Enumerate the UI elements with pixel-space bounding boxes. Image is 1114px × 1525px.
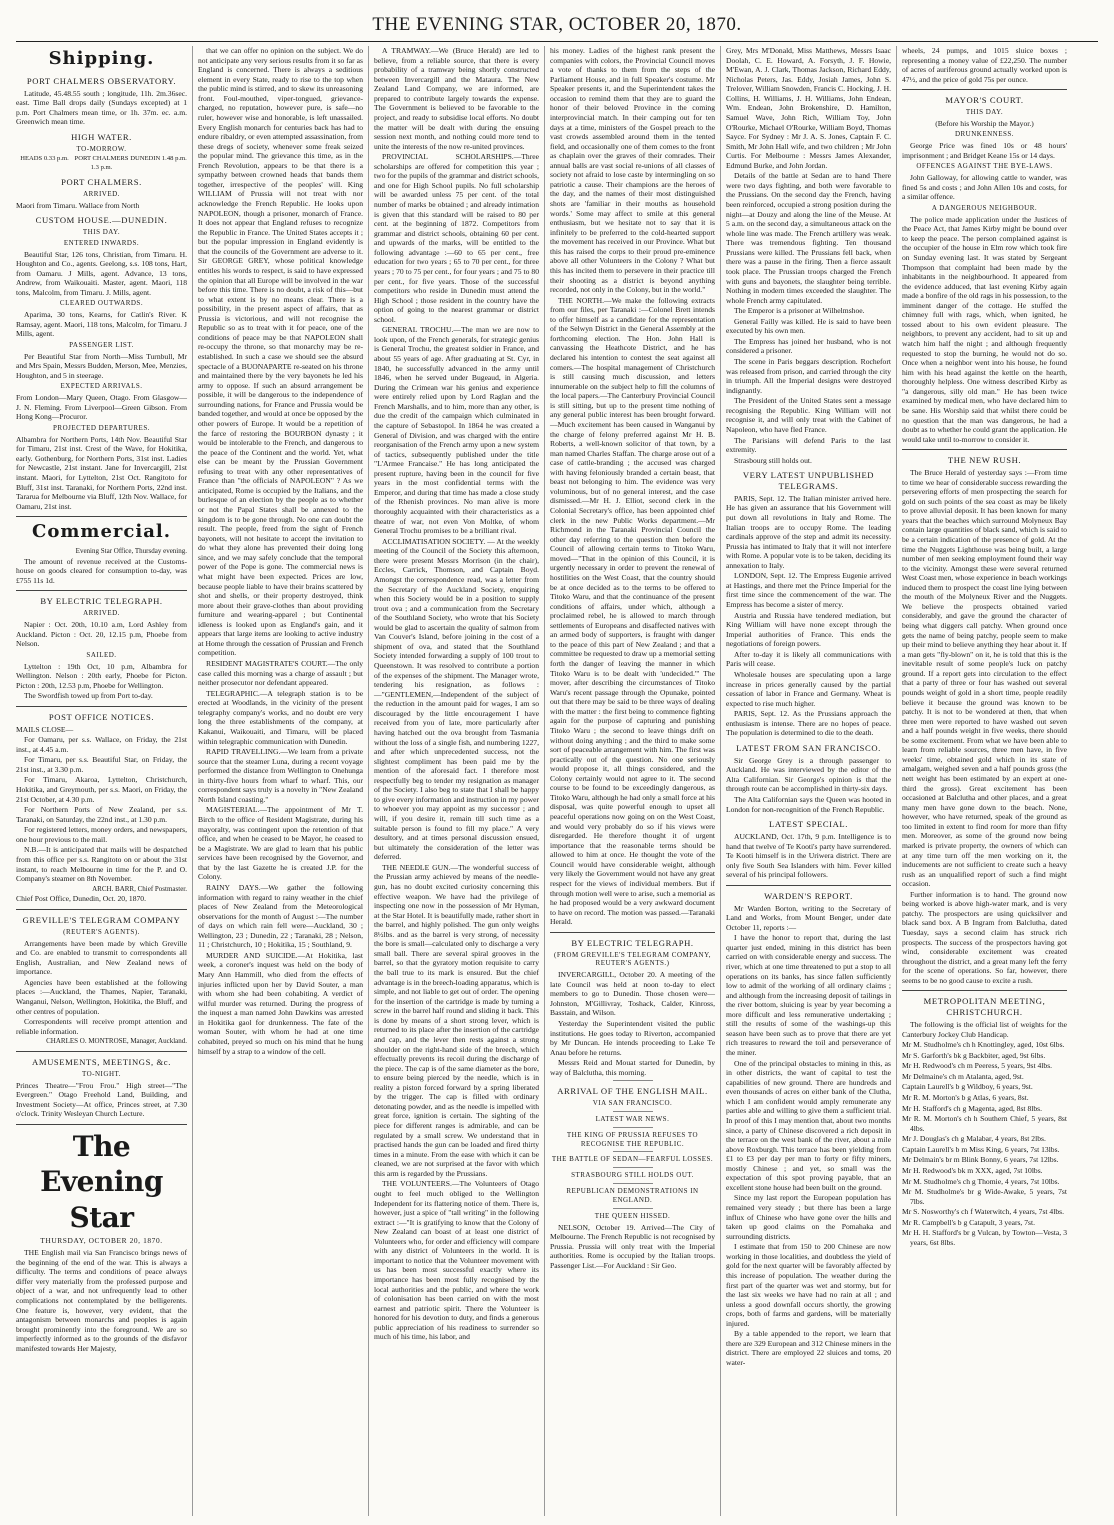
arrived-text: Maori from Timaru. Wallace from North: [16, 200, 140, 210]
weight-entry: Mr R. Campbell's b g Catapult, 3 years, 7st.: [902, 1217, 1035, 1227]
paris-scene-item: The scene in Paris beggars description. Rochefort was released from prison, and carried through the city in triumph. All the Imperial designs were destroyed indignantly.: [726, 357, 891, 395]
mails-close-label: MAILS CLOSE—: [16, 724, 74, 734]
warden-text-2: One of the principal obstacles to mining in this, as in other districts, the want of capital to test the capabilities of new ground. There are hundreds and even thousands of acres on either bank of the Clutha, which I am confident would amply remunerate any parties able and willing to give them a sufficient trial. In proof of this I may mention that, about two months since, a party of Chinese discovered a rich deposit in the terrace on the west bank of the river, about a mile above Roxburgh. This terrace has been yielding from £1 to £3 per day per man to forty or fifty miners, mostly Chinese ; and yet, so small was the expectation of this spot proving payable, that an excellent stone house had been built on the ground.: [726, 1058, 891, 1192]
emperor-item: The Emperor is a prisoner at Wilhelmshoe.: [734, 306, 865, 316]
tramway-item: A TRAMWAY.—We (Bruce Herald) are led to believe, from a reliable source, that there is every probability of a tramway being shortly constructed between Invercargill and the Mataura. The New Zealand Land Company, we are informed, are prepared to contribute largely towards the expense. The Government is believed to be favorable to the project, and ready to subsidise local efforts. No doubt the matter will be dealt with during the ensuing session next month, and nothing could more tend to unite the interests of the now re-united provinces.: [374, 46, 539, 151]
george-grey-item: Sir George Grey is a through passenger to Auckland. He was interviewed by the editor of the Alta Californian. Sir George's opinion is that the through route can be accomplished in thirty-six days.: [726, 755, 891, 794]
weight-entry: Mr M. Studholme's ch g Thomie, 4 years, 7st 10lbs.: [902, 1176, 1060, 1186]
paris-sept-12-item: PARIS, Sept. 12. The Italian minister arrived here. He has given an assurance that his Government will put down all revolutions in Italy and Rome. The Italian troops are to occupy Rome. The leading cardinals approve of the step and admit its necessity. Prussia has intimated to Italy that it will not interfere with Rome. A popular vote is to be taken, deciding its annexation to Italy.: [726, 493, 891, 570]
weight-entry: Mr Delmain's br m Blink Bonny, 6 years, 7st 12lbs.: [902, 1155, 1059, 1165]
column-2: [192, 46, 368, 1516]
communications-item: After to-day it is likely all communications with Paris will cease.: [726, 649, 891, 669]
sailed-label: SAILED.: [86, 650, 117, 659]
weight-entry: Mr M. Studholme's br g Wide-Awake, 5 years, 7st 7lbs.: [902, 1187, 1067, 1206]
warden-text-4: I estimate that from 150 to 200 Chinese are now working in those localities, and doubtless the yield of gold for the next quarter will be favorably affected by this increase of population. The weather during the first part of the quarter was wet and stormy, but for the last six weeks we have had no rain at all ; and unless a good downfall occurs shortly, the growing crops, both of farms and gardens, will be materially injured.: [726, 1242, 891, 1328]
customs-heading: CUSTOM HOUSE.—DUNEDIN.: [35, 215, 168, 226]
tele-sailed-text: Lyttelton : 19th Oct, 10 p.m, Albambra for Wellington. Nelson : 20th early, Phoebe for Picton. Picton : 20th, 12.53 p.m, Phoebe for Wellington.: [16, 661, 187, 690]
post-text-2: For Timaru, per s.s. Beautiful Star, on Friday, the 21st inst., at 3.30 p.m.: [16, 755, 187, 774]
mediation-item: Austria and Russia have tendered mediation, but King William will have none except through the Imperial authorities of France. This ends the negotiations of foreign powers.: [726, 610, 891, 649]
post-office-heading: POST OFFICE NOTICES.: [48, 711, 155, 722]
warden-continued: wheels, 24 pumps, and 1015 sluice boxes ; representing a money value of £22,250. The number of acres of auriferous ground actually worked upon is 47½, and the price of gold 75s per ounce.: [902, 46, 1067, 84]
post-signature-office: Chief Post Office, Dunedin, Oct. 20, 1870.: [16, 894, 146, 904]
telegraph-heading: BY ELECTRIC TELEGRAPH.: [40, 596, 163, 607]
volunteers-item: THE VOLUNTEERS.—The Volunteers of Otago ought to feel much obliged to the Wellington Independent for its flattering notice of them. There is, however, just a spice of "tall writing" in the following extract :—"It is gratifying to know that the Colony of New Zealand can boast of at least one district of Volunteers who, for order and efficiency will compare with any district of Volunteers in the world. It is important to notice that the Volunteer movement with us has been most successful exactly where its importance has been most fully recognised by the local authorities and the public, and where the work of colonisation has been carried on with the most earnest and patriotic spirit. There the Volunteer is honored for his devotion to duty, and finds a generous public appreciation of his readiness to surrender so much of his time, his labor, and: [374, 1179, 539, 1342]
amusements-heading: AMUSEMENTS, MEETINGS, &c.: [32, 1057, 171, 1068]
post-signature: ARCH. BARR, Chief Postmaster.: [92, 884, 187, 893]
high-water-heading: HIGH WATER.: [71, 131, 132, 142]
drunkenness-text: George Price was fined 10s or 48 hours' imprisonment ; and Bridget Keane 15s or 14 days.: [902, 141, 1067, 160]
divider: [16, 516, 187, 517]
weight-entry: Captain Laurell's b m Miss King, 6 years, 7st 13lbs.: [902, 1144, 1060, 1154]
war-headline-3: STRASBOURG STILL HOLDS OUT.: [571, 1171, 694, 1180]
port-heading: PORT CHALMERS.: [61, 176, 142, 187]
cleared-text: Aparima, 30 tons, Kearns, for Catlin's River. K Ramsay, agent. Maori, 118 tons, Malcolm, for Timaru. J Mills, agent.: [16, 310, 187, 339]
greville-subheading: (REUTER'S AGENTS).: [63, 927, 140, 936]
divider: [613, 1111, 653, 1112]
tonight-label: TO-NIGHT.: [81, 1069, 122, 1078]
warden-text-1: I have the honor to report that, during the last quarter just ended, mining in this district has been carried on with considerable energy and success. The river, which at one time threatened to put a stop to all operations on its banks, has since fallen sufficiently low to admit of the working of all ordinary claims ; and although from the increasing deposit of tailings in the river bottom, sluicing is year by year becoming a more difficult and less remunerative undertaking ; still the results of some of the washings-up this season have been such as to prove that there are yet rich treasures to reward the toil and perseverance of the miner.: [726, 933, 891, 1058]
passenger-list-continued: Grey, Mrs M'Donald, Miss Matthews, Messrs Isaac Doolah, C. E. Howard, A. Forsyth, J. F. Howie, M'Ewan, A. J. Clark, Thomas Jackson, Richard Eddy, Nicholas Peters, Jas. Eddy, Josiah James, John S. Trelover, William Snowden, Francis C. Hocking, J. H. Collins, H. Williams, J. H. Williams, John Endean, Wm. Endean, John Brokenshire, D. Hamilton, Samuel Wave, John Rich, William Toy, John O'Rourke, Michael O'Rourke, William Boyd, Thomas Sayce. For Sydney : Mr J. A. S. Jones, Captain F. C. Smith, Mr John Hall wife, and two children ; Mr John Curtis. For Melbourne : Messrs James Alexander, Edmund Burke, and John Jordan.: [726, 46, 891, 170]
expected-label: EXPECTED ARRIVALS.: [60, 382, 143, 391]
weight-entry: Mr H. H. Stafford's br g Vulcan, by Towton—Vesta, 3 years, 6st 8lbs.: [902, 1228, 1067, 1247]
columns: [16, 46, 1098, 1516]
dateline: THURSDAY, OCTOBER 20, 1870.: [40, 1235, 163, 1245]
electric-telegraph-heading: BY ELECTRIC TELEGRAPH.: [571, 937, 694, 948]
war-headline-1: THE KING OF PRUSSIA REFUSES TO RECOGNISE THE REPUBLIC.: [566, 1130, 699, 1148]
us-president-item: The President of the United States sent a message recognising the Republic. King William will not recognise it, and will only treat with the Cabinet of Napoleon, who have fled France.: [726, 396, 891, 434]
metropolitan-meeting-heading: METROPOLITAN MEETING, CHRISTCHURCH.: [923, 996, 1046, 1018]
divider: [613, 1183, 653, 1184]
passenger-text: Per Beautiful Star from North—Miss Turnbull, Mr and Mrs Spain, Messrs Budden, Merson, Mee, Menzies, Houghton, and 5 in steerage.: [16, 351, 187, 380]
divider: [726, 885, 891, 886]
greville-text-2: Agencies have been established at the following places :—Auckland, the Thames, Napier, Taranaki, Wanganui, Nelson, Wellington, Hokitika, the Bluff, and other centres of population.: [16, 977, 187, 1016]
leader-continued: that we can offer no opinion on the subject. We do not anticipate any very serious results from it so far as England is concerned. There is always a seditious element in every State, ready to rise to the top when the public mind is stirred, and to skew its unreasoning front. Foul-mouthed, viper-tongued, grievance-charged, no reputation, however pure, is safe—no ruler, however wise and honorable, is left unassailed. Every English monarch for centuries back has had to endure ribaldry, or even attempted assassination, from these dregs of society, whenever some freak seized the popular mind. The grievance this time, as in the French Revolution, appears to be that there is a sympathy between crowned heads that bands them together, irrespective of the peoples' will. King WILLIAM of Prussia will not treat with nor acknowledge the French Republic. He looks upon NAPOLEON, though a prisoner, monarch of France. It does not appear that England refuses to recognize the Republic in France. The United States accepts it ; but the popular impression in England evidently is that the councils of the Government are adverse to it. Sir GEORGE GREY, whose political knowledge entitles his words to respect, is said to have expressed the opinion that all Europe will be involved in the war before this time. There is no doubt, a risk of this—but to what extent is by no means clear. There is a possibility, in the present aspect of affairs, that as Prussia is victorious, and will not recognise the Republic so as to treat with it for peace, one of the conditions of peace may be that NAPOLEON shall re-occupy the throne, so that monarchy may be re-established. In such a case we should see the absurd spectacle of a BUONAPARTE re-seated on his throne and maintained there by the very bayonets he led his army to oppose. If such an absurd arrangement be possible, it will be dangerous to the independence of surrounding nations, for France and Prussia would be banded together, and would at once be opposed by the other powers of Europe. It would be a repetition of the farce of restoring the BOURBON dynasty ; it would be intolerable to the French, and dangerous to the peace of the Continent and the world. Yet, what else can be meant by the Prussian Government refusing to treat with any other representatives of France than "the officials of NAPOLEON" ? As we anticipated, Rome is occupied by the Italians, and the burlesque of an election by the people as to whether or not the Papal States shall be annexed to the kingdom is to be gone through. No one can doubt the result. The people, freed from the sight of French bayonets, will not hesitate to accept the invitation to do what they alone has prevented their doing long since, and we may safely conclude that the temporal power of the Pope is gone. The commercial news is what might have been expected. Prices are low, because people liable to have their brains scattered by shot and shells, or their property destroyed, think more about their grave-clothes than about providing furniture and wearing-apparel ; but Continental idleness is looked upon as England's gain, and it appears that large items are looking to active industry at Home through the cessation of Prussian and French competition.: [198, 46, 363, 658]
divider: [16, 706, 187, 707]
weight-entry: Mr R. M. Morton's b g Atlas, 6 years, 8st.: [902, 1093, 1029, 1102]
page-masthead: THE EVENING STAR, OCTOBER 20, 1870.: [16, 6, 1098, 42]
sedan-details: Details of the battle at Sedan are to hand There were two days fighting, and both were favorable to the Prussians. On the second day the French, having been reinforced, occupied a strong position during the night—at Douzy and along the line of the Meuse. At 5 a.m. on the second day, a simultaneous attack on the whole line was made. The French artillery was weak. There was tremendous fighting. Ten thousand Prussians were killed. The Prussians fell back, when there was a pause in the firing. Then a fierce assault took place. The Prussian troops charged the French with guns and bayonets, the slaughter being terrible. Nothing in modern times exceeded the slaughter. The whole French army capitulated.: [726, 171, 891, 305]
divider: [550, 932, 715, 933]
leader-text: THE English mail via San Francisco brings news of the beginning of the end of the war. This is always a difficulty. The terms and conditions of peace always differ very materially from the professed purpose and object of a war, and not unfrequently lead to other complications not contemplated by the belligerents. One feature is, however, very evident, that the antagonism between monarchs and peoples is again brought prominently into the foreground. We are so imperfectly informed as to the grounds of the disfavor manifested towards Her Majesty,: [16, 1248, 187, 1353]
post-text-5: For registered letters, money orders, and newspapers, one hour previous to the mail.: [16, 825, 187, 844]
entered-text: Beautiful Star, 126 tons, Christian, from Timaru. H. Houghton and Co., agents. Geelong, s.s. 108 tons, Hart, from Oamaru. J Mills, agent. Advance, 13 tons, Andrew, from Waikouaiti. Master, agent. Maori, 118 tons, Malcolm, from Timaru. J. Mills, agent.: [16, 249, 187, 297]
column-5: [720, 46, 896, 1516]
warden-text-3: Since my last report the European population has remained very steady ; but there has been a large influx of Chinese who have gone over the hills and taken up good claims on the Pomahaka and surrounding districts.: [726, 1193, 891, 1241]
murder-suicide-item: MURDER AND SUICIDE.—At Hokitika, last week, a coroner's inquest was held on the body of Mary Ann Hammill, who died from the effects of injuries inflicted upon her by David Souter, a man with whom she had been cohabiting. A verdict of wilful murder was returned. During the progress of the inquest a man named John Dawkins was arrested in Hokitika gaol for drunkenness. The fate of the woman Souter, with whom he had at one time cohabited, preyed so much on his mind that he hung himself by a strap to a window of the cell.: [198, 950, 363, 1056]
byelaws-text: John Galloway, for allowing cattle to wander, was fined 5s and costs ; and John Allen 10s and costs, for a similar offence.: [902, 173, 1067, 202]
divider: [613, 1127, 653, 1128]
tele-arrived-label: ARRIVED.: [83, 609, 120, 618]
weights-list: [902, 1040, 1067, 1247]
san-francisco-heading: LATEST FROM SAN FRANCISCO.: [736, 742, 881, 753]
divider: [613, 1208, 653, 1209]
invercargill-item: INVERCARGILL, October 20. A meeting of the late Council was held at noon to-day to elect members to go to Dunedin. Those chosen were—Johnston, M'Gillivray, Toshack, Calder, Kinross, Basstain, and Wilson.: [550, 970, 715, 1018]
alta-californian-item: The Alta Californian says the Queen was hooted in London for non-recognition of the French Republic.: [726, 794, 891, 814]
divider: [613, 1167, 653, 1168]
tomorrow-label: TO-MORROW.: [76, 144, 127, 153]
new-rush-further: Further information is to hand. The ground now being worked is above high-water mark, and is very patchy. The prospectors are using quicksilver and black sand box. A B Ingram from Balclutha, dated Tuesday, says a second claim has struck rich prospects. The success of the prospectors having got wind, considerable excitement was created throughout the district, and a great many left the ferry for the scene of operations. So far, however, there seems to be no good cause to excite a rush.: [902, 889, 1067, 985]
paris-enthusiasm-item: PARIS, Sept. 12. As the Prussians approach the enthusiasm is intense. There are no hopes of peace. The population is determined to die to the death.: [726, 709, 891, 738]
divider: [613, 1151, 653, 1152]
new-rush-heading: THE NEW RUSH.: [947, 455, 1022, 466]
new-rush-text: The Bruce Herald of yesterday says :—From time to time we hear of considerable success rewarding the persevering efforts of men prospecting the search for gold on such points of the sea coast as may be likely to prove alluvial deposit. It has been known for many years that the beaches which surround Molyneux Bay contain large quantities of black sand, which is said to be a certain indication of the presence of gold. At the time the Nuggets Lighthouse was being built, a large number of men seeking employment found their way to the vicinity. Amongst these were several returned West Coast men, whose experience in beach workings induced them to prospect the coast line lying between the mouth of the Molyneux River and the Nuggets. We believe the prospects obtained varied considerably, and gave the ground the character of being what diggers call patchy. When ground once gets the name of being patchy, people seem to make up their mind to believe anything they hear about it. If a man gets "fly-blown" on it, he is told that this is the inevitable result of some people's luck on patchy ground. If a report gets into circulation to the effect that a party of three or four has washed out several pounds weight of gold in a short time, people readily believe it because the ground was known to be patchy. It is not to be wondered at then, that when three men were reported to have washed out seven and a half pounds weight in five weeks, there should be some excitement. From what we have been able to learn from reliable sources, three men have, in five weeks' time, obtained gold which in its state of amalgam, weighed seven and a half pounds gross (the nett weight has been estimated by an expert at one-third the gross). Great excitement has been occasioned at Balclutha and other places, and a great many men have gone down to the beach. None, however, who have returned, speak of the ground as too limited in extent to find room for more than fifty men. Moreover, as some of the ground now being marked is private property, the owners of which can at any time turn off the men working on it, the inducements are not sufficient to create such a heavy rush as an unqualified report of such a find might occasion.: [902, 468, 1067, 889]
weight-entry: Mr H. Redwood's bk m XXX, aged, 7st 10lbs.: [902, 1165, 1043, 1175]
weight-entry: Mr J. Douglas's ch g Malabar, 4 years, 8st 2lbs.: [902, 1134, 1046, 1144]
post-text-4: For Northern Ports of New Zealand, per s.s. Taranaki, on Saturday, the 22nd inst., at 1.30 p.m.: [16, 805, 187, 824]
post-text-1: For Oamaru, per s.s. Wallace, on Friday, the 21st inst., at 4.45 a.m.: [16, 735, 187, 754]
unpublished-telegrams-heading: VERY LATEST UNPUBLISHED TELEGRAMS.: [742, 470, 875, 492]
warden-text-5: By a table appended to the report, we learn that there are 329 European and 312 Chinese miners in the district. There are employed 22 sluices and toms, 20 water-: [726, 1329, 891, 1368]
weight-entry: Mr H. Stafford's ch g Magenta, aged, 8st 8lbs.: [902, 1103, 1043, 1113]
nelson-item: NELSON, October 19. Arrived—The City of Melbourne. The French Republic is not recognised by Prussia. Prussia will only treat with the Imperial authorities. Rome is occupied by the Italian troops. Passenger List.—For Auckland : Sir Geo.: [550, 1222, 715, 1270]
post-text-3: For Timaru, Akaroa, Lyttelton, Christchurch, Hokitika, and Greymouth, per s.s. Maori, on Friday, the 21st October, at 4.30 p.m.: [16, 775, 187, 804]
tide-dunedin: DUNEDIN 1.48 p.m.: [130, 155, 187, 163]
divider: [16, 1124, 187, 1125]
london-sept-12-item: LONDON, Sept. 12. The Empress Eugenie arrived at Hastings, and there met the Prince Imperial for the first time since the commencement of the war. The Empress has become a sister of mercy.: [726, 571, 891, 610]
superintendent-item: Yesterday the Superintendent visited the public institutions. He goes today to Riverton, accompanied by Mr Duncan. He intends proceeding to Lake Te Anau before he returns.: [550, 1019, 715, 1057]
greville-heading: GREVILLE'S TELEGRAM COMPANY: [22, 915, 181, 926]
projected-text: Albambra for Northern Ports, 14th Nov. Beautiful Star for Timaru, 21st inst. Crest of the Wave, for Hokitika, early. Gothenburg, for Northern Ports, 31st inst. Ladies for Newcastle, 21st instant. Jane for Invercargill, 21st instant. Maori, for Lyttelton, 21st Oct. Rangitoto for Bluff, 31st inst. Taranaki, for Northern Ports, 22nd inst. Tararua for Melbourne via Bluff, 12th Nov. Wallace, for Oamaru, 21st inst.: [16, 434, 187, 511]
commercial-office: Evening Star Office, Thursday evening.: [75, 546, 187, 555]
post-text-6: N.B.—It is anticipated that mails will be despatched from this office per s.s. Rangitoto on or about the 31st instant, to reach Melbourne in time for the P. and O. Company's steamer on 8th November.: [16, 845, 187, 884]
column-1: [16, 46, 192, 1516]
shipping-title: Shipping.: [48, 48, 155, 69]
rainy-days-item: RAINY DAYS.—We gather the following information with regard to rainy weather in the chief places of New Zealand from the Meteorological observations for the month of August :—The number of days on which rain fell were—Auckland, 30 ; Wellington, 23 ; Dunedin, 22 ; Taranaki, 28 ; Nelson, 11 ; Christchurch, 10 ; Hokitika, 15 ; Southland, 9.: [198, 882, 363, 950]
failly-item: General Failly was killed. He is said to have been executed by his own men.: [726, 316, 891, 336]
general-trochu-item: GENERAL TROCHU.—The man we are now to look upon, of the French generals, for strategic genius is General Trochu, the greatest soldier in France, and about 55 years of age. After graduating at St. Cyr, in 1840, he successfully advanced in the army until 1846, when he served under Bugeaud, in Algeria. During the Crimean war his genius and experience were entirely relied upon by Lord Raglan and the French Marshalls, and to him, more than any other, is due the credit of the campaign which culminated in the capture of Sebastopol. In 1864 he was created a General of Division, and was charged with the entire reorganisation of the French army upon a new system of tactics, subsequently published under the title "L'Armee Francaise." He has long anticipated the present rupture, having been in the council for five years in the most confidential terms with the Emperor, and during that time has made a close study of the Rhenish provinces. No man alive is more thoroughly acquainted with their characteristics as a theatre of war, not even Von Moltke, of whom General Trochu promises to be a brilliant rival.: [374, 325, 539, 536]
english-mail-heading: ARRIVAL OF THE ENGLISH MAIL.: [557, 1086, 708, 1097]
projected-label: PROJECTED DEPARTURES.: [53, 423, 150, 432]
mayors-court-day: THIS DAY.: [965, 108, 1004, 117]
divider: [902, 89, 1067, 90]
tide-heads: HEADS 0.33 p.m.: [20, 155, 69, 163]
telegraphic-item: TELEGRAPHIC.—A telegraph station is to be erected at Woodlands, in the vicinity of the present telegraphy company's works, and no doubt ere very long the three establishments of the company, at Kakanui, Waikouaiti, and Timaru, will be placed within telegraphic communication with Dunedin.: [198, 688, 363, 746]
weight-entry: Mr M. Studholme's ch h Knottingley, aged, 10st 6lbs.: [902, 1040, 1065, 1050]
weight-entry: Mr S. Garforth's bk g Backbiter, aged, 9st 6lbs.: [902, 1050, 1046, 1060]
latest-war-news-heading: LATEST WAR NEWS.: [595, 1115, 670, 1124]
rapid-travelling-item: RAPID TRAVELLING.—We learn from a private source that the steamer Luna, during a recent voyage performed the distance from Wellington to Onehunga in thirty-five hours from wharf to wharf. This, our correspondent says truly is a novelty in "New Zealand North Island coasting.": [198, 747, 363, 804]
latest-special-heading: LATEST SPECIAL.: [768, 819, 849, 830]
observatory-text: Latitude, 45.48.55 south ; longitude, 11h. 2m.36sec. east. Time Ball drops daily (Sundays excepted) at 1 p.m. Port Chalmers mean time, or 1h. 37m. ec. a.m. Greenwich mean time.: [16, 88, 187, 127]
parisians-item: The Parisians will defend Paris to the last extremity.: [726, 435, 891, 455]
greville-text-3: Correspondents will receive prompt attention and reliable information.: [16, 1017, 187, 1036]
tele-arrived-text: Napier : Oct. 20th, 10.10 a.m, Lord Ashley from Auckland. Picton : Oct. 20, 12.15 p.m, Phoebe from Nelson.: [16, 620, 187, 649]
wholesale-item: Wholesale houses are speculating upon a large increase in prices generally caused by the partial cessation of labor in France and Germany. Wheat is expected to rise much higher.: [726, 669, 891, 708]
reid-mouat-item: Messrs Reid and Mouat started for Dunedin, by way of Balclutha, this morning.: [550, 1058, 715, 1077]
entered-label: ENTERED INWARDS.: [63, 238, 140, 247]
divider: [902, 449, 1067, 450]
column-6: [896, 46, 1072, 1516]
auckland-item: AUCKLAND, Oct. 17th, 9 p.m. Intelligence is to hand that twelve of Te Kooti's party have surrendered. Te Kooti himself is in the Uriwera district. There are only five South Sea Islanders with him. Fever killed several of his principal followers.: [726, 831, 891, 880]
divider: [613, 1080, 653, 1081]
volunteers-continued: his money. Ladies of the highest rank present the companies with colors, the Provincial Council moves a vote of thanks to them from the steps of the Parliament House, and in full Speaker's costume. Mr Speaker presents it, and the Superintendent takes the occasion to remind them that they are to guard the honor of their beloved Province in the coming interprovincial match. In their camping out for ten days at a time, ministers of the Gospel preach to the vast crowds assembled around them in the tented field, and occasionally one of them comes to the front as chaplain over the graves of their comrades. Their annual balls are vast social re-unions of all classes of society not afraid to lose caste by intermingling on so patriotic a cause. Their champions are the heroes of the day, and the names of their most distinguished shots are 'familiar in their mouths as household words.' Some may affect to smile at this general enthusiasm, but we hesitate not to say that it is infinitely to be preferred to the cold-hearted support the movement has received in our Province. What but this has raised the corps to their proud pre-eminence above all other Volunteers in the Colony ? What but this has incited them to persevere in their practice till their shooting as a district is beyond anything recorded, not only in the Colony, but in the world.": [550, 46, 715, 295]
arrived-label: ARRIVED.: [83, 189, 120, 198]
weight-entry: Mr S. Nosworthy's ch f Waterwitch, 4 years, 7st 4lbs.: [902, 1207, 1064, 1217]
column-4: [544, 46, 720, 1516]
empress-item: The Empress has joined her husband, who is not considered a prisoner.: [726, 336, 891, 356]
divider: [16, 909, 187, 910]
weight-entry: Mr R. M. Morton's ch h Southern Chief, 5 years, 8st 4lbs.: [902, 1114, 1067, 1133]
divider: [16, 1051, 187, 1052]
war-headline-5: THE QUEEN HISSED.: [594, 1211, 671, 1220]
weight-entry: Captain Laurell's b g Wildboy, 6 years, 9st.: [902, 1082, 1033, 1092]
passenger-label: PASSENGER LIST.: [69, 340, 134, 349]
mayors-court-heading: MAYOR'S COURT.: [945, 95, 1024, 106]
needle-gun-item: THE NEEDLE GUN.—The wonderful success of the Prussian army achieved by means of the needle-gun, has no doubt excited curiosity concerning this effective weapon. We have had the privilege of inspecting one now in the possession of Mr Hyman, at the Star Hotel. It is beautifully made, rather short in the barrel, and highly polished. The gun only weighs 8½lbs. and as the barrel is very strong, of necessity the bore is small—calculated only to discharge a very small ball. There are several spiral grooves in the barrel, so that the gyratory motion requisite to carry the ball true to its mark is ensured. But the chief advantage is in the breech-loading apparatus, which is simple, and not liable to get out of order. The opening for the insertion of the cartridge is made by turning a screw in the barrel half round and sliding it back. This is done by means of a short strong lever, which is returned to its place after the insertion of the cartridge and cap, and the lever then rests against a strong shoulder on the right-hand side of the breech, which effectually prevents its recoil during the discharge of the piece. The cap is of the same diameter as the bore, to ensure being pierced by the needle, which is in reality a piston forced forward by a spring liberated by the trigger. The cap is filled with ordinary detonating powder, and as the needle is impelled with great force, ignition is certain. The sighting of the piece for different ranges is admirable, and can be regulated by a small screw. We understand that in practised hands the gun can be loaded and fired thirty times in a minute. From the ease with which it can be cleaned, we are not surprised at the favor with which this arm is regarded by the Prussians.: [374, 862, 539, 1178]
greville-text-1: Arrangements have been made by which Greville and Co. are enabled to transmit to correspondents all English, Australian, and New Zealand news of importance.: [16, 938, 187, 977]
column-3: [368, 46, 544, 1516]
swordfish-text: The Swordfish towed up from Port to-day.: [24, 691, 153, 701]
greville-signature: CHARLES O. MONTROSE, Manager, Auckland.: [46, 1037, 187, 1046]
commercial-text: The amount of revenue received at the Customs-house on goods cleared for consumption to-day, was £755 11s 1d.: [16, 556, 187, 585]
san-francisco-subheading: VIA SAN FRANCISCO.: [592, 1099, 673, 1108]
neighbour-text: The police made application under the Justices of the Peace Act, that James Kirby might be bound over to keep the peace. The person complained against is the occupier of the house in Elm row which took fire on Sunday evening last. It was stated by Sergeant Thompson that complaint had been made by the inhabitants in the neighbourhood. It appeared from the evidence adduced, that last evening Kirby again made a bonfire of the old rags in his possession, to the imminent danger of the cottage. He stuffed the chimney full with rags, which, when ignited, he tossed about to his own evident pleasure. The neighbors, to prevent any accident, had to sit up and watch him half the night ; and although frequently requested to stop the burning, he would not do so. Once when a neighbor went into his house, he found him with his head against the kettle on the hearth, thoroughly helpless. One witness described Kirby as "a dangerous, silly old man." He has been twice examined by medical men, who have declared him to be sane. His Worship said that whilst there could be no question that the man was dangerous, he had a doubt as to whether he could grant the application. He would take until to-morrow to consider it.: [902, 214, 1067, 444]
wardens-report-heading: WARDEN'S REPORT.: [764, 890, 853, 901]
the-north-item: THE NORTH.—We make the following extracts from our files, per Taranaki :—Colonel Brett intends to offer himself as a candidate for the representation of the Selwyn District in the General Assembly at the forthcoming election. The Hon. John Hall is canvassing the Heathcote District, and he has declared his intention to contest the seat against all comers.—The hospital management of Christchurch is still causing much discussion, and letters innumerable on the subject help to fill the columns of the local papers.—The Canterbury Provincial Council is still sitting, but up to the present time nothing of any general public interest has been brought forward.—Much excitement has been caused in Wanganui by the charge of felony preferred against Mr H. B. Roberts, a well-known solicitor of that town, by a man named Charles Staffan. The charge arose out of a case of cattle-branding ; the accused was charged with having feloniously branded a certain beast, that beast not belonging to him. The evidence was very voluminous, but of no general interest, and the case dismissed.—Mr H. J. Elliot, second clerk in the Colonial Secretary's office, has been appointed chief clerk in the new Public Works department.—Mr Richmond in the Taranaki Provincial Council the other day referring to the question then before the Council of allowing certain terms to Titoko Waru, moved—"That in the opinion of this Council, it is urgently necessary in order to prevent the renewal of hostilities on the West Coast, that the country should be at once decided as to the terms to be offered to Titoko Waru, and that the continuance of the present conditions of affairs, under which, although a proclaimed rebel, he is allowed to march through settlements of Europeans and disaffected natives with an armed body of supporters, is fraught with danger to the peace of this part of New Zealand ; and that a committee be requested to draw up a memorial setting forth the danger of leaving the manner in which Titoko Waru is to be dealt with 'undecided.'" The mover, after describing the circumstances of Titoko Waru's recent passage through the Opunake, pointed out that there may be said to be three ways of dealing with the matter : the first being to commence fighting again for the purpose of capturing and punishing Titoko Waru ; the second to leave things drift on without doing anything ; and the third to make some sort of peaceable arrangement with him. The first was practically out of the question. No one seriously would propose it, all things considered, and the Colony certainly would not agree to it. The second course to be found to be exceedingly dangerous, as Titoko Waru, although he had only a small force at his disposal, was quite powerful enough to upset all peaceful operations now going on on the West Coast, and would very probably do so if his views were disregarded. He therefore thought it of urgent importance that the reasonable terms should be allowed to him at once. He thought the vote of the Council would have considerable weight, although very likely the Government would not have any great respect for the views of individual members. But if through motion well were to arise, such a memorial as he had proposed would be a very awkward document to have on record. The motion was passed.—Taranaki Herald.: [550, 295, 715, 927]
nameplate: The Evening Star: [40, 1130, 163, 1234]
magistrates-court-item: RESIDENT MAGISTRATE'S COURT.—The only case called this morning was a charge of assault ; but neither prosecutor nor defendant appeared.: [198, 659, 363, 688]
divider: [16, 590, 187, 591]
neighbour-label: A DANGEROUS NEIGHBOUR.: [931, 203, 1038, 212]
amusements-text: Princes Theatre—"Frou Frou." High street—"The Evergreen." Otago Freehold Land, Building, and Investment Society—At office, Princes street, at 7.30 o'clock. Trinity Wesleyan Church Lecture.: [16, 1080, 187, 1119]
war-headline-2: THE BATTLE OF SEDAN—FEARFUL LOSSES.: [551, 1155, 714, 1164]
observatory-heading: PORT CHALMERS OBSERVATORY.: [26, 75, 177, 86]
expected-text: From London—Mary Queen, Otago. From Glasgow—J. N. Fleming. From Liverpool—Green Gibson. From Hong Kong—Procuror.: [16, 393, 187, 422]
strasbourg-item: Strasbourg still holds out.: [734, 455, 812, 465]
tide-table: [16, 155, 187, 172]
weight-entry: Mr H. Redwood's ch m Peeress, 5 years, 9st 4lbs.: [902, 1061, 1053, 1071]
acclimatisation-item: ACCLIMATISATION SOCIETY. — At the weekly meeting of the Council of the Society this afternoon, there were present Messrs Morrison (in the chair), Eccles, Carrick, Thomson, and Captain Boyd. Amongst the correspondence read, was a letter from the Secretary of the Auckland Society, enquiring when this Society would be in a position to supply trout ova ; and a communication from the Secretary of the Southland Society, who wrote that his Society would be glad to ascertain the quality of salmon from Van Couver's Island, before joining in the cost of a shipment of ova, and stated that the Southland Society intended forwarding a supply of 100 trout to Queenstown. It was resolved to contribute a portion of the expenses of the shipment. The Manager wrote, tendering his resignation, as follows :—"GENTLEMEN,—Independent of the subject of the reduction in the amount paid for wages, I am so discouraged by the little encouragement I have received from you of late, more particularly after having hatched out the ova brought from Tasmania without the loss of a single fish, and numbering 1227, and after which unprecedented success, not the slightest compliment has been paid me by the mention of the aforesaid fact. I therefore most respectfully beg to tender my resignation as manager of the Society. I also beg to state that I shall be happy to give every information and instruction in my power to whoever you may appoint as my successor ; and will, if you desire it, remain till such time as a suitable person is found to fill my place." A very desultory, and at times personal discussion ensued, but ultimately the consideration of the letter was deferred.: [374, 536, 539, 862]
commercial-title: Commercial.: [32, 521, 171, 543]
electric-telegraph-subheading: (FROM GREVILLE'S TELEGRAM COMPANY, REUTER'S AGENTS.): [554, 950, 711, 968]
magisterial-item: MAGISTERIAL.—The appointment of Mr T. Birch to the office of Resident Magistrate, during his mayoralty, was contingent upon the retention of that office, and when he ceased to be Mayor, he ceased to be a Magistrate. We are glad to learn that his public services have been recognised by the Governor, and that by the last Gazette he is created J.P. for the Colony.: [198, 805, 363, 882]
weight-entry: Mr Delmaine's ch m Atalanta, aged, 9st.: [902, 1071, 1024, 1081]
drunkenness-label: DRUNKENNESS.: [954, 130, 1015, 139]
divider: [902, 990, 1067, 991]
tide-port-chalmers: PORT CHALMERS 1.3 p.m.: [74, 155, 129, 171]
mayors-court-before: (Before his Worship the Mayor.): [935, 118, 1034, 128]
war-headline-4: REPUBLICAN DEMONSTRATIONS IN ENGLAND.: [566, 1187, 699, 1204]
this-day-label: THIS DAY.: [82, 228, 121, 237]
metropolitan-intro: The following is the official list of weights for the Canterbury Jockey Club Handicap.: [902, 1020, 1067, 1039]
scholarships-item: PROVINCIAL SCHOLARSHIPS.—Three scholarships are offered for competition this year ; two for the pupils of the grammar and district schools, and one for High School pupils. No full scholarship will be awarded unless 75 per cent. of the total number of marks be obtained ; and already intimation is given that this standard will be raised to 80 per cent. at the beginning of 1872. Competitors from grammar and district schools, obtaining 60 per cent. and upwards of the marks, will be entitled to the following advantage :—60 to 65 per cent., free education for two years ; 65 to 70 per cent., for three years ; 70 to 75 per cent., for four years ; and 75 to 80 per cent., for five years. Those of the successful competitors who reside in Dunedin must attend the High School ; those resident in the country have the option of going to the nearest grammar or district school.: [374, 152, 539, 324]
warden-intro: Mr Warden Borton, writing to the Secretary of Land and Works, from Mount Benger, under date October 11, reports :—: [726, 903, 891, 932]
byelaws-label: OFFENCES AGAINST THE BYE-LAWS.: [916, 162, 1053, 171]
cleared-label: CLEARED OUTWARDS.: [59, 299, 144, 308]
